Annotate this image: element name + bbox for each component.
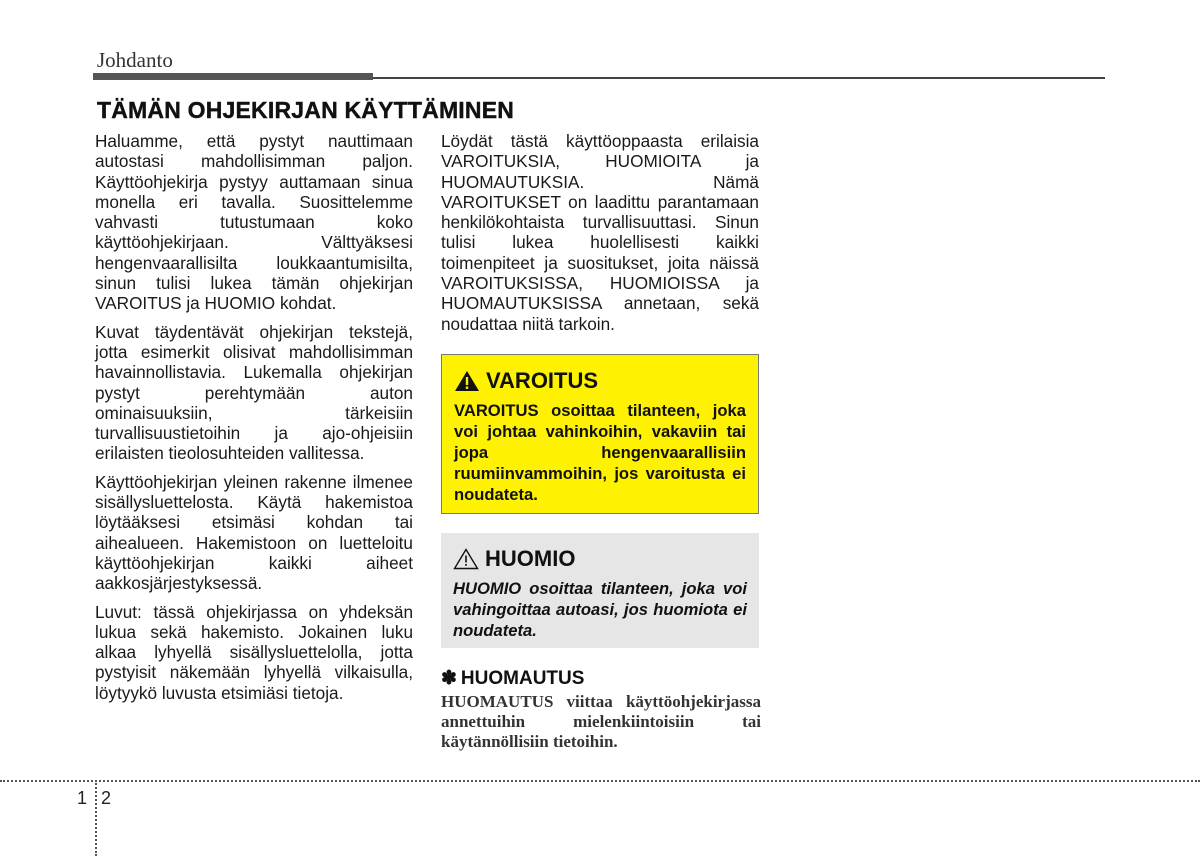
caution-box (441, 533, 759, 648)
caution-heading (453, 546, 747, 572)
footer-dotted-divider (95, 780, 97, 856)
warning-triangle-filled-icon (454, 370, 480, 392)
header-rule-thin (373, 77, 1105, 79)
caution-title: HUOMIO (485, 546, 576, 571)
right-intro-text (441, 131, 759, 342)
footer-chapter-number: 1 (77, 788, 88, 808)
warning-heading (454, 368, 746, 394)
footer-dotted-rule (0, 780, 1200, 782)
paragraph-warnings-intro: Löydät tästä käyttöoppaasta erilaisia VAROITUKSIA, HUOMIOITA ja HUOMAUTUKSIA. Nämä VAROITUKSET on laadittu parantamaan henkilökohtaista turvallisuuttasi. Sinun tulisi lukea huolellisesti kaikki toimenpiteet ja suositukset, joita näissä VAROITUKSISSA, HUOMIOISSA ja HUOMAUTUKSISSA annetaan, sekä noudattaa niitä tarkoin. (441, 131, 759, 334)
paragraph-intro: Haluamme, että pystyt nauttimaan autostasi mahdollisimman paljon. Käyttöohjekirja pystyy auttamaan sinua monella eri tavalla. Suosittelemme vahvasti tutustumaan koko käyttöohjekirjaan. Välttyäksesi hengenvaarallisilta loukkaantumisilta, sinun tulisi lukea tämän ohjekirjan VAROITUS ja HUOMIO kohdat. (95, 131, 413, 314)
note-star-icon: ✽ (441, 668, 457, 689)
paragraph-structure: Käyttöohjekirjan yleinen rakenne ilmenee sisällysluettelosta. Käytä hakemistoa löytääksesi etsimäsi kohdan tai aihealueen. Hakemistoon on luetteloitu käyttöohjekirjan kaikki aiheet aakkosjärjestyksessä. (95, 471, 413, 594)
note-text: HUOMAUTUS viittaa käyttöohjekirjassa annettuihin mielenkiintoisiin tai käytännöllisiin tietoihin. (441, 692, 761, 751)
note-heading (441, 667, 584, 690)
warning-triangle-outline-icon (453, 548, 479, 570)
paragraph-illustrations: Kuvat täydentävät ohjekirjan tekstejä, jotta esimerkit olisivat mahdollisimman havainnollistavia. Lukemalla ohjekirjan pystyt perehtymään auton ominaisuuksiin, tärkeisiin turvallisuustietoihin ja ajo-ohjeisiin erilaisten tieolosuhteiden vallitessa. (95, 321, 413, 464)
warning-text: VAROITUS osoittaa tilanteen, joka voi johtaa vahinkoihin, vakaviin tai jopa hengenvaarallisiin ruumiinvammoihin, jos varoitusta ei noudateta. (454, 401, 746, 504)
footer-page-number: 2 (101, 788, 112, 808)
warning-title: VAROITUS (486, 368, 599, 393)
note-title: HUOMAUTUS (460, 667, 585, 689)
header-rule-thick (93, 73, 373, 80)
section-title: TÄMÄN OHJEKIRJAN KÄYTTÄMINEN (97, 97, 515, 123)
caution-text: HUOMIO osoittaa tilanteen, joka voi vahingoittaa autoasi, jos huomiota ei noudateta. (453, 579, 747, 640)
left-text-column (95, 131, 413, 711)
chapter-header-title: Johdanto (97, 48, 173, 72)
warning-box (441, 354, 759, 514)
paragraph-chapters: Luvut: tässä ohjekirjassa on yhdeksän lukua sekä hakemisto. Jokainen luku alkaa lyhyellä sisällysluettelolla, jotta pystyisit näkemään lyhyellä vilkaisulla, löytyykö luvusta etsimiäsi tietoja. (95, 601, 413, 703)
